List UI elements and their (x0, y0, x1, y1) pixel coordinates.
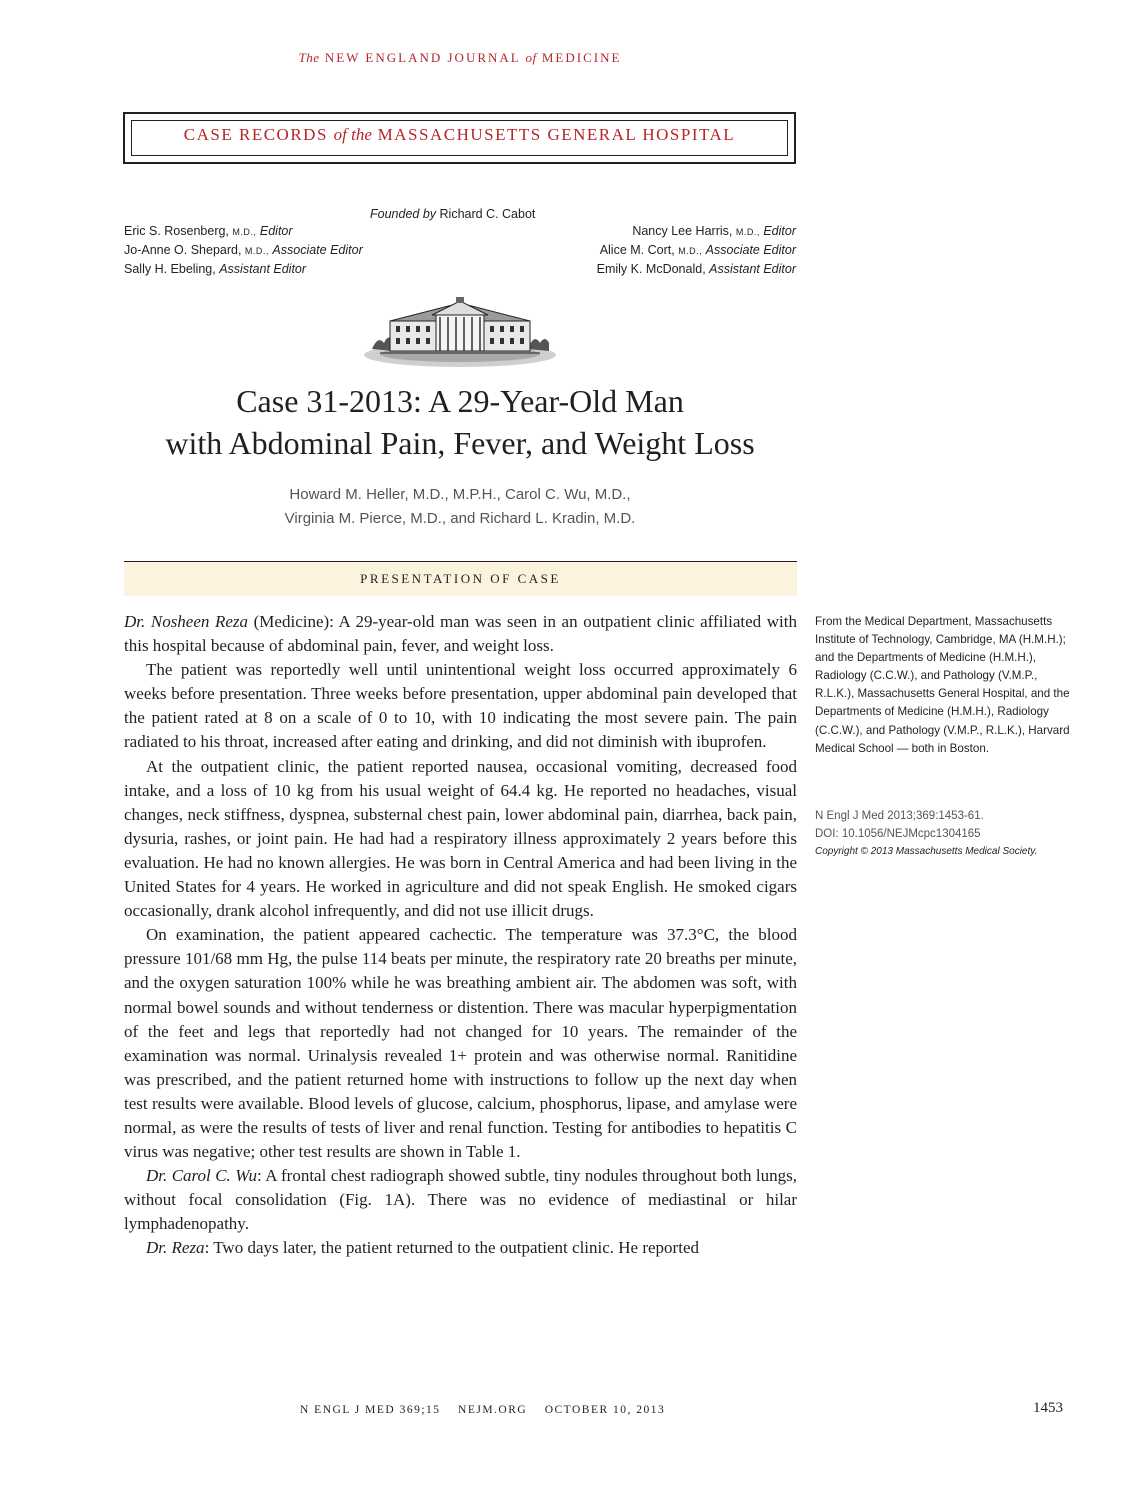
editor-role: Assistant Editor (219, 262, 307, 276)
section-heading: PRESENTATION OF CASE (360, 571, 561, 586)
editor-degree: M.D., (244, 246, 269, 256)
article-title (100, 380, 820, 464)
article-title-line: with Abdominal Pain, Fever, and Weight Loss (165, 425, 755, 461)
editor-entry (597, 222, 796, 241)
doi-link[interactable]: DOI: 10.1056/NEJMcpc1304165 (815, 828, 981, 840)
series-banner (123, 112, 796, 164)
series-title-part1: CASE RECORDS (183, 125, 328, 144)
article-authors (160, 483, 760, 531)
series-title-of-the: of the (333, 125, 372, 144)
editor-degree: M.D., (735, 227, 760, 237)
copyright-notice: Copyright © 2013 Massachusetts Medical Society. (815, 846, 1038, 857)
editor-entry (124, 260, 363, 278)
speaker-name: Dr. Carol C. Wu (146, 1166, 257, 1186)
founded-by-name: Richard C. Cabot (439, 207, 536, 221)
authors-line: Howard M. Heller, M.D., M.P.H., Carol C. Wu, M.D., (289, 486, 631, 503)
journal-header-medicine: MEDICINE (541, 50, 622, 65)
editor-entry (124, 241, 363, 260)
founded-by-label: Founded by (370, 207, 437, 221)
editors-right (597, 222, 796, 278)
body-paragraph (124, 1236, 797, 1260)
editor-degree: M.D., (232, 227, 257, 237)
paragraph-text: (Medicine): A 29-year-old man was seen in an outpatient clinic affiliated with this hospital because of abdominal pain, fever, and weight loss. (124, 612, 797, 656)
body-paragraph: At the outpatient clinic, the patient reported nausea, occasional vomiting, decreased food intake, and a loss of 10 kg from his usual weight of 64.4 kg. He reported no headaches, visual changes, neck stiffness, dyspnea, substernal chest pain, lower abdominal pain, diarrhea, back pain, dysuria, rashes, or joint pain. He had had a respiratory illness approximately 2 years before this evaluation. He had no known allergies. He was born in Central America and had been living in the United States for 4 years. He worked in agriculture and did not speak English. He smoked cigars occasionally, drank alcohol infrequently, and did not use illicit drugs. (124, 756, 797, 921)
journal-header-of: of (525, 50, 537, 65)
editor-role: Editor (763, 224, 796, 238)
editor-name: Eric S. Rosenberg, (124, 224, 229, 238)
body-paragraph (124, 1164, 797, 1236)
page-number: 1453 (1033, 1400, 1063, 1416)
editors-left (124, 222, 363, 278)
author-affiliations: From the Medical Department, Massachusetts Institute of Technology, Cambridge, MA (H.M.H.); and the Departments of Medicine (H.M.H.), Radiology (C.C.W.), and Pathology (V.M.P., R.L.K.), Massachusetts General Hospital, and the Departments of Medicine (H.M.H.), Radiology (C.C.W.), and Pathology (V.M.P., R.L.K.), Harvard Medical School — both in Boston. (815, 615, 1070, 755)
series-title (125, 125, 794, 145)
series-title-part3: MASSACHUSETTS GENERAL HOSPITAL (377, 125, 736, 144)
journal-header-the: The (298, 50, 320, 65)
article-title-line: Case 31-2013: A 29-Year-Old Man (236, 383, 684, 419)
hospital-building-illustration (360, 297, 560, 371)
footer-site: NEJM.ORG (458, 1404, 528, 1416)
speaker-name: Dr. Reza (146, 1238, 205, 1258)
journal-header-name: NEW ENGLAND JOURNAL (324, 50, 521, 65)
paragraph-text: : A frontal chest radiograph showed subtle, tiny nodules throughout both lungs, without focal consolidation (Fig. 1A). There was no evidence of mediastinal or hilar lymphadenopathy. (124, 1166, 797, 1234)
body-paragraph: The patient was reportedly well until unintentional weight loss occurred approximately 6 weeks before presentation. Three weeks before presentation, upper abdominal pain developed that the patient rated at 8 on a scale of 0 to 10, with 10 indicating the most severe pain. The pain radiated to his throat, increased after eating and drinking, and did not diminish with ibuprofen. (124, 660, 797, 752)
article-body (124, 610, 797, 1261)
editor-name: Alice M. Cort, (599, 243, 675, 257)
editor-role: Assistant Editor (709, 262, 796, 276)
editor-name: Nancy Lee Harris, (632, 224, 733, 238)
founded-by (370, 205, 535, 223)
editor-role: Associate Editor (705, 243, 796, 257)
editor-name: Emily K. McDonald, (596, 262, 706, 276)
editor-name: Sally H. Ebeling, (124, 262, 216, 276)
editor-role: Editor (259, 224, 293, 238)
body-paragraph (124, 610, 797, 658)
authors-line: Virginia M. Pierce, M.D., and Richard L. Kradin, M.D. (284, 510, 636, 527)
journal-header (0, 50, 920, 66)
editor-name: Jo-Anne O. Shepard, (124, 243, 242, 257)
speaker-name: Dr. Nosheen Reza (124, 612, 249, 631)
paragraph-text: : Two days later, the patient returned to the outpatient clinic. He reported (204, 1238, 699, 1258)
body-paragraph: On examination, the patient appeared cachectic. The temperature was 37.3°C, the blood pressure 101/68 mm Hg, the pulse 114 beats per minute, the respiratory rate 20 breaths per minute, and the oxygen saturation 100% while he was breathing ambient air. The abdomen was soft, with normal bowel sounds and without tenderness or distention. There was macular hyperpigmentation of the feet and legs that reportedly had not changed for 10 years. The remainder of the examination was normal. Urinalysis revealed 1+ protein and was otherwise normal. Ranitidine was prescribed, and the patient returned home with instructions to follow up the next day when test results were available. Blood levels of glucose, calcium, phosphorus, lipase, and amylase were normal, as were the results of tests of liver and renal function. Testing for antibodies to hepatitis C virus was negative; other test results are shown in Table 1. (124, 925, 797, 1162)
page-footer (300, 1404, 665, 1416)
citation-block (815, 807, 1075, 861)
editor-role: Associate Editor (272, 243, 363, 257)
editor-entry (597, 241, 796, 260)
editor-degree: M.D., (678, 246, 703, 256)
journal-citation: N Engl J Med 2013;369:1453-61. (815, 810, 984, 822)
editor-entry (124, 222, 363, 241)
editor-entry (597, 260, 796, 278)
section-heading-bar (124, 561, 797, 596)
footer-date: OCTOBER 10, 2013 (544, 1404, 666, 1416)
footer-citation: N ENGL J MED 369;15 (300, 1404, 441, 1416)
